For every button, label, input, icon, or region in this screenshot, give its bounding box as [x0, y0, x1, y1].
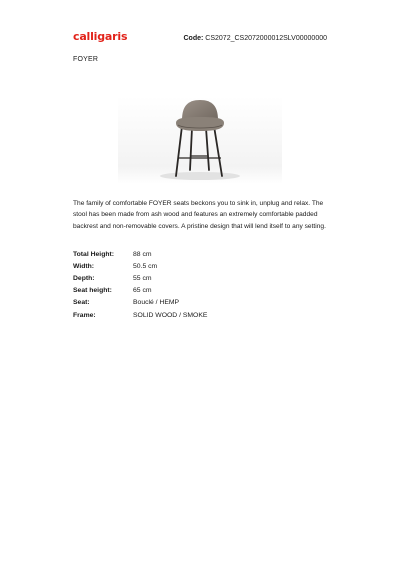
spec-row-frame: [73, 309, 207, 321]
stool-seat: [176, 117, 224, 131]
spec-row-total-height: [73, 248, 207, 260]
product-image: [118, 96, 282, 184]
spec-label: Frame:: [73, 311, 96, 319]
spec-row-width: [73, 260, 207, 272]
spec-value: 65 cm: [133, 287, 152, 295]
specs-table: [73, 248, 207, 321]
spec-value: 88 cm: [133, 250, 152, 258]
spec-value: SOLID WOOD / SMOKE: [133, 311, 208, 319]
brand-logo: calligaris: [73, 30, 128, 43]
spec-label: Seat height:: [73, 287, 112, 295]
spec-row-seat: [73, 297, 207, 309]
spec-label: Width:: [73, 262, 95, 270]
spec-row-seat-height: [73, 285, 207, 297]
product-name: FOYER: [73, 56, 99, 63]
product-code-value: CS2072_CS2072000012SLV00000000: [205, 35, 327, 42]
spec-label: Seat:: [73, 299, 90, 307]
spec-label: Total Height:: [73, 250, 115, 258]
spec-row-depth: [73, 272, 207, 284]
spec-value: 55 cm: [133, 274, 152, 282]
product-description: The family of comfortable FOYER seats beckons you to sink in, unplug and relax. The stool has been made from ash wood and features an extremely comfortable padded backrest and non-removable covers. A pristine design that will lend itself to any setting.: [73, 200, 326, 230]
product-code-label: Code:: [183, 35, 204, 42]
spec-value: 50.5 cm: [133, 262, 158, 270]
spec-value: Bouclé / HEMP: [133, 299, 180, 307]
product-code: [184, 35, 328, 42]
spec-label: Depth:: [73, 274, 95, 282]
